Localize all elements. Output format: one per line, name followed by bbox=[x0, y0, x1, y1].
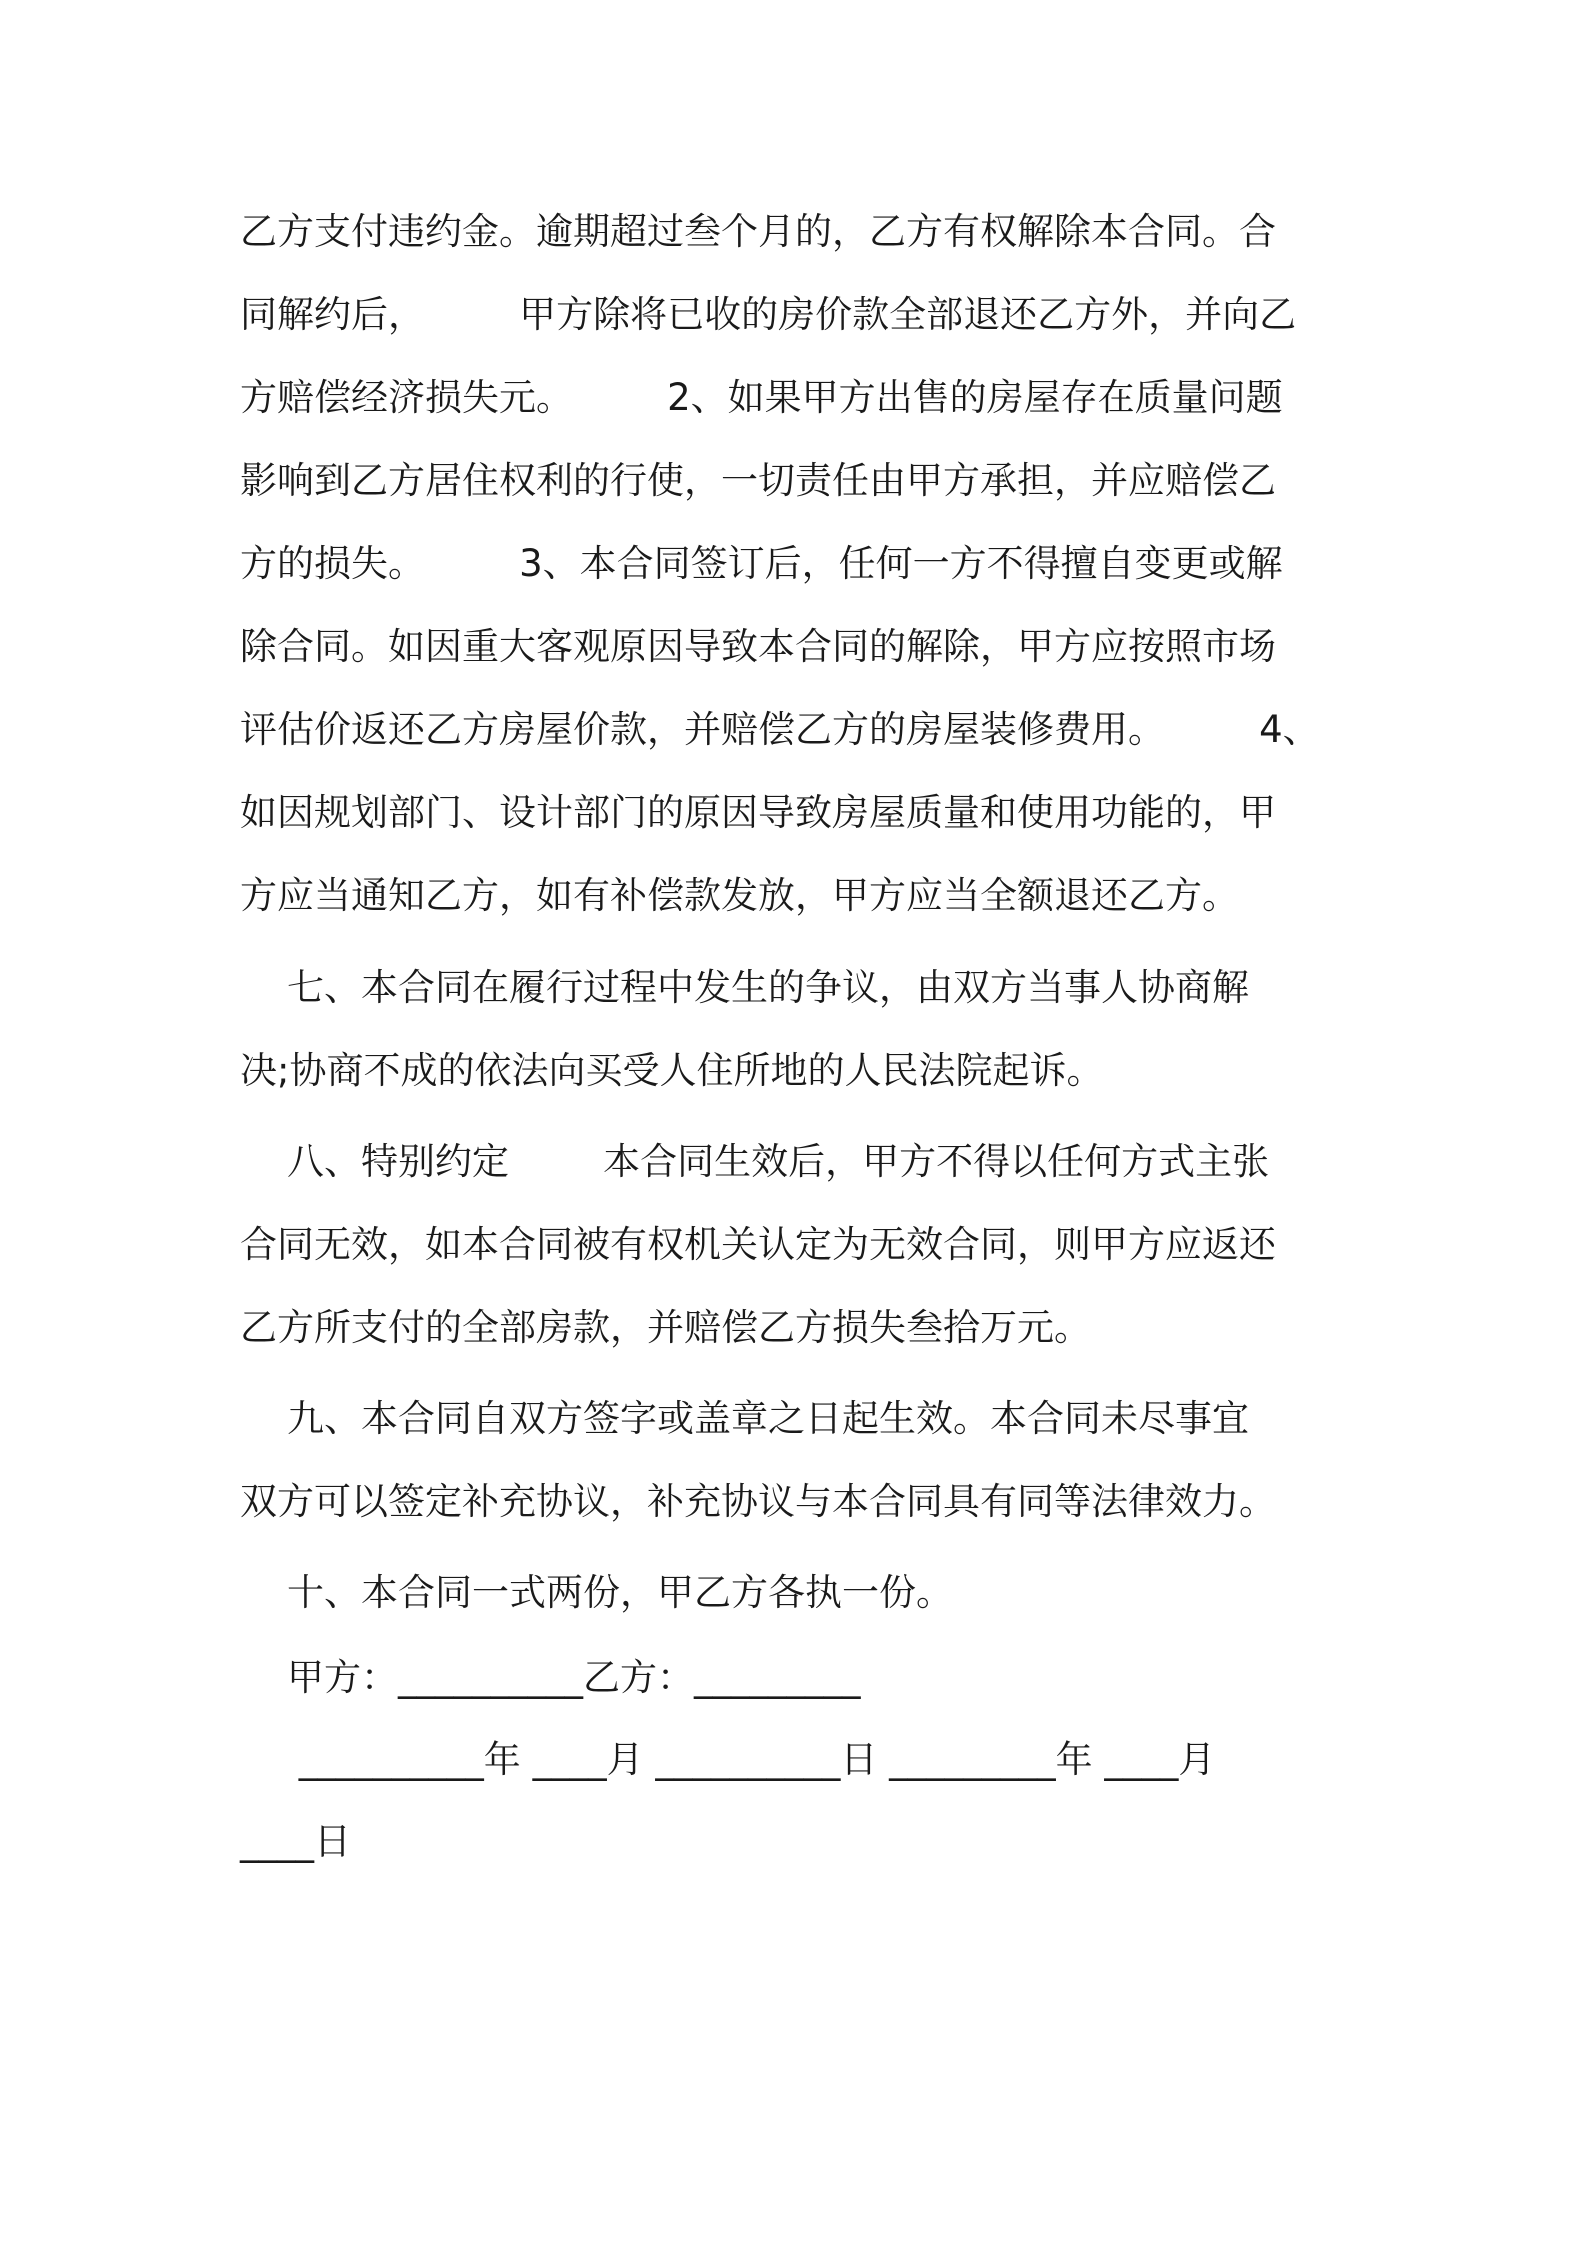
date-line: ____日 bbox=[240, 1820, 351, 1863]
text-line: 乙方所支付的全部房款，并赔偿乙方损失叁拾万元。 bbox=[240, 1306, 1091, 1349]
text-line: 同解约后， 甲方除将已收的房价款全部退还乙方外，并向乙 bbox=[240, 293, 1297, 336]
text-line: 九、本合同自双方签字或盖章之日起生效。本合同未尽事宜 bbox=[240, 1397, 1250, 1440]
text-line: 评估价返还乙方房屋价款，并赔偿乙方的房屋装修费用。 4、 bbox=[240, 708, 1320, 751]
text-line: 七、本合同在履行过程中发生的争议，由双方当事人协商解 bbox=[240, 966, 1250, 1009]
text-line: 影响到乙方居住权利的行使，一切责任由甲方承担，并应赔偿乙 bbox=[240, 459, 1276, 502]
signature-line: 甲方：__________乙方：_________ bbox=[240, 1656, 861, 1699]
text-line: 双方可以签定补充协议，补充协议与本合同具有同等法律效力。 bbox=[240, 1480, 1276, 1523]
text-line: 八、特别约定 本合同生效后，甲方不得以任何方式主张 bbox=[240, 1140, 1270, 1183]
text-line: 方赔偿经济损失元。 2、如果甲方出售的房屋存在质量问题 bbox=[240, 376, 1283, 419]
date-line: __________年 ____月 __________日 _________年 ____月 bbox=[240, 1738, 1216, 1781]
text-line: 乙方支付违约金。逾期超过叁个月的，乙方有权解除本合同。合 bbox=[240, 210, 1276, 253]
text-line: 十、本合同一式两份，甲乙方各执一份。 bbox=[240, 1571, 954, 1614]
text-line: 如因规划部门、设计部门的原因导致房屋质量和使用功能的，甲 bbox=[240, 791, 1276, 834]
text-line: 除合同。如因重大客观原因导致本合同的解除，甲方应按照市场 bbox=[240, 625, 1276, 668]
text-line: 合同无效，如本合同被有权机关认定为无效合同，则甲方应返还 bbox=[240, 1223, 1276, 1266]
text-line: 决;协商不成的依法向买受人住所地的人民法院起诉。 bbox=[240, 1049, 1104, 1092]
text-line: 方应当通知乙方，如有补偿款发放，甲方应当全额退还乙方。 bbox=[240, 874, 1239, 917]
text-line: 方的损失。 3、本合同签订后，任何一方不得擅自变更或解 bbox=[240, 542, 1283, 585]
